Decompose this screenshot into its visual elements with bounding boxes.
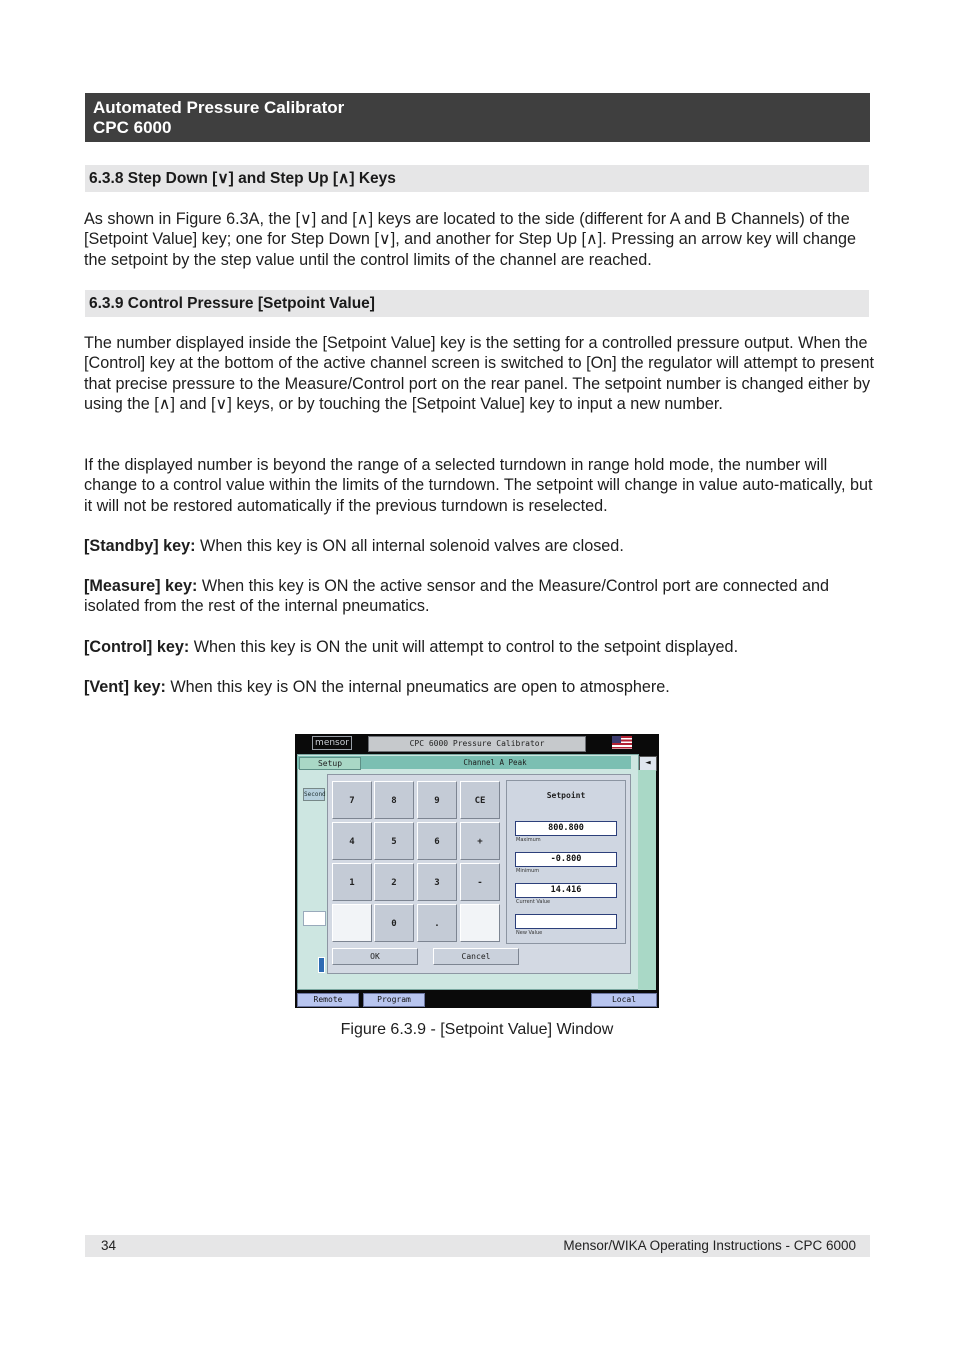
setpoint-panel — [506, 780, 626, 944]
key-plus[interactable]: + — [460, 822, 500, 860]
key-4[interactable]: 4 — [332, 822, 372, 860]
right-strip — [638, 770, 656, 990]
key-decimal[interactable]: . — [417, 904, 457, 942]
ok-button[interactable]: OK — [332, 948, 418, 965]
channel-title: Channel A Peak — [463, 758, 527, 767]
figure-caption: Figure 6.3.9 - [Setpoint Value] Window — [340, 1021, 614, 1038]
key-9[interactable]: 9 — [417, 781, 457, 819]
us-flag-icon[interactable] — [612, 736, 632, 749]
mensor-logo: mensor — [312, 736, 352, 750]
vent-key-description — [84, 677, 874, 697]
new-value-label: New Value — [516, 930, 543, 936]
new-value-field[interactable] — [515, 914, 617, 929]
term-text: When this key is ON the unit will attempt to control to the setpoint displayed. — [189, 638, 739, 656]
term-label: [Control] key: — [84, 638, 190, 656]
paragraph: The number displayed inside the [Setpoint Value] key is the setting for a controlled pressure output. When the [Control] key at the bottom of the active channel screen is switched to [On] the regulator will attempt to present that precise pressure to the Measure/Control port on the rear panel. The setpoint number is changed either by using the [∧] and [∨] keys, or by touching the [Setpoint Value] key to input a new number. — [84, 334, 874, 413]
key-1[interactable]: 1 — [332, 863, 372, 901]
header-title: Automated Pressure Calibrator — [93, 98, 345, 117]
setpoint-title: Setpoint — [546, 791, 586, 800]
control-key-description — [84, 637, 874, 657]
term-label: [Standby] key: — [84, 537, 196, 555]
key-7[interactable]: 7 — [332, 781, 372, 819]
cancel-button[interactable]: Cancel — [433, 948, 519, 965]
footer-doc-title: Mensor/WIKA Operating Instructions - CPC 6000 — [563, 1238, 856, 1253]
measure-key-description — [84, 576, 874, 617]
header-model: CPC 6000 — [93, 118, 172, 137]
key-6[interactable]: 6 — [417, 822, 457, 860]
standby-key-description — [84, 536, 874, 556]
key-3[interactable]: 3 — [417, 863, 457, 901]
left-arrow-icon[interactable]: ◄ — [639, 756, 657, 771]
section-heading-638: 6.3.8 Step Down [∨] and Step Up [∧] Keys — [85, 165, 869, 192]
setpoint-window-screenshot — [295, 734, 659, 1008]
section-heading-639: 6.3.9 Control Pressure [Setpoint Value] — [85, 290, 869, 317]
term-text: When this key is ON the internal pneumatics are open to atmosphere. — [165, 678, 670, 696]
key-2[interactable]: 2 — [374, 863, 414, 901]
key-blank — [332, 904, 372, 942]
setup-tab[interactable]: Setup — [299, 757, 361, 770]
page-footer — [85, 1235, 870, 1257]
document-header — [85, 93, 870, 142]
key-0[interactable]: 0 — [374, 904, 414, 942]
key-8[interactable]: 8 — [374, 781, 414, 819]
term-text: When this key is ON all internal solenoid valves are closed. — [195, 537, 624, 555]
program-button[interactable]: Program — [363, 993, 425, 1007]
term-label: [Vent] key: — [84, 678, 166, 696]
maximum-value: 800.800 — [515, 821, 617, 836]
term-text: When this key is ON the active sensor and the Measure/Control port are connected and isolated from the rest of the internal pneumatics. — [84, 577, 830, 616]
local-button[interactable]: Local — [591, 993, 657, 1007]
key-ce[interactable]: CE — [460, 781, 500, 819]
second-button[interactable]: Second — [303, 788, 325, 801]
key-minus[interactable]: - — [460, 863, 500, 901]
screen-title: CPC 6000 Pressure Calibrator — [368, 736, 586, 752]
paragraph: If the displayed number is beyond the range of a selected turndown in range hold mode, the number will change to a control value within the limits of the turndown. The setpoint will change in value auto-matically, but it will not be restored automatically if the previous turndown is reselected. — [84, 456, 873, 515]
key-blank — [460, 904, 500, 942]
key-5[interactable]: 5 — [374, 822, 414, 860]
setpoint-dialog — [327, 774, 631, 974]
minimum-label: Minimum — [516, 868, 540, 874]
blank-slot — [303, 911, 326, 926]
current-value-label: Current Value — [516, 899, 551, 905]
minimum-value: -0.800 — [515, 852, 617, 867]
page-number: 34 — [101, 1238, 117, 1253]
scroll-indicator[interactable] — [318, 957, 325, 973]
maximum-label: Maximum — [516, 837, 541, 843]
remote-button[interactable]: Remote — [297, 993, 359, 1007]
current-value: 14.416 — [515, 883, 617, 898]
term-label: [Measure] key: — [84, 577, 198, 595]
paragraph: As shown in Figure 6.3A, the [∨] and [∧] keys are located to the side (different for A and B Channels) of the [Setpoint Value] key; one for Step Down [∨], and another for Step Up [∧]. Pressing an arrow key will change the setpoint by the step value until the control limits of the channel are reached. — [84, 210, 857, 269]
